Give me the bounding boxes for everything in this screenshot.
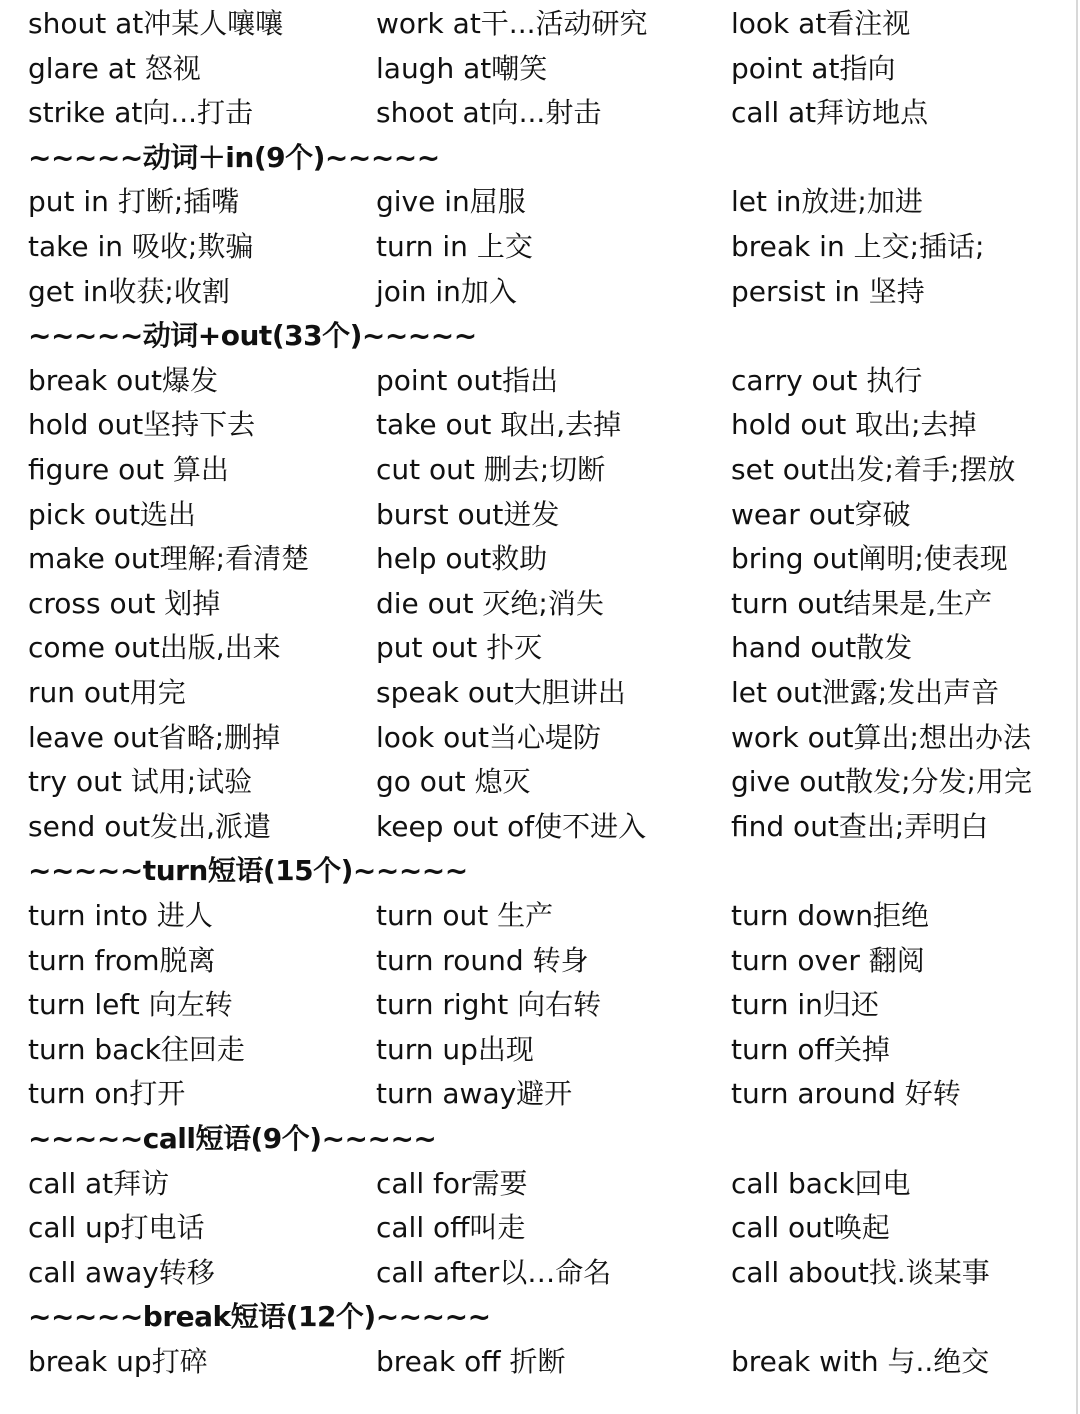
phrase-entry: take in 吸收;欺骗: [28, 230, 254, 263]
phrase-row: [0, 894, 1080, 938]
phrase-entry: cross out 划掉: [28, 586, 221, 620]
phrase-row: [0, 2, 1080, 46]
phrase-entry: turn around 好转: [731, 1077, 961, 1111]
phrase-row: [0, 805, 1080, 849]
phrase-entry: laugh at嘲笑: [376, 51, 548, 85]
phrase-entry: turn from脱离: [28, 943, 216, 977]
phrase-entry: strike at向...打击: [28, 96, 254, 130]
phrase-entry: call at拜访: [28, 1166, 170, 1200]
phrase-entry: break up打碎: [28, 1345, 208, 1378]
phrase-entry: hand out散发: [731, 631, 913, 665]
section-heading: [0, 849, 1080, 893]
phrase-entry: call off叫走: [376, 1211, 526, 1245]
phrase-entry: turn down拒绝: [731, 899, 929, 932]
phrase-entry: put in 打断;插嘴: [28, 185, 240, 219]
phrase-entry: give out散发;分发;用完: [731, 765, 1032, 799]
phrase-entry: turn left 向左转: [28, 988, 233, 1022]
phrase-entry: cut out 删去;切断: [376, 453, 606, 486]
phrase-entry: turn out 生产: [376, 899, 554, 932]
phrase-row: [0, 1251, 1080, 1295]
phrase-entry: turn over 翻阅: [731, 943, 925, 977]
phrase-entry: call up打电话: [28, 1211, 205, 1245]
phrase-row: [0, 537, 1080, 581]
phrase-entry: take out 取出,去掉: [376, 408, 622, 442]
phrase-row: [0, 626, 1080, 670]
phrase-entry: turn back往回走: [28, 1032, 245, 1066]
phrase-entry: carry out 执行: [731, 363, 923, 397]
section-heading: [0, 136, 1080, 180]
phrase-entry: turn on打开: [28, 1077, 186, 1111]
phrase-row: [0, 359, 1080, 403]
phrase-row: [0, 180, 1080, 224]
section-heading-text: ~~~~~动词+out(33个)~~~~~: [28, 319, 477, 353]
phrase-entry: send out发出,派遣: [28, 809, 271, 843]
phrase-entry: let out泄露;发出声音: [731, 676, 1000, 709]
phrase-entry: break off 折断: [376, 1345, 566, 1378]
section-heading-text: ~~~~~动词＋in(9个)~~~~~: [28, 140, 440, 174]
phrase-entry: bring out阐明;使表现: [731, 542, 1008, 576]
phrase-entry: turn in 上交: [376, 230, 533, 263]
phrase-row: [0, 760, 1080, 804]
phrase-entry: come out出版,出来: [28, 631, 281, 665]
section-heading: [0, 1295, 1080, 1339]
phrase-row: [0, 493, 1080, 537]
phrase-entry: set out出发;着手;摆放: [731, 453, 1016, 486]
phrase-row: [0, 1072, 1080, 1116]
phrase-entry: call after以…命名: [376, 1255, 612, 1289]
phrase-row: [0, 671, 1080, 715]
phrase-entry: go out 熄灭: [376, 765, 531, 799]
phrase-row: [0, 91, 1080, 135]
phrase-entry: work out算出;想出办法: [731, 720, 1031, 754]
section-heading-text: ~~~~~break短语(12个)~~~~~: [28, 1300, 491, 1334]
phrase-entry: find out查出;弄明白: [731, 809, 989, 843]
phrase-entry: help out救助: [376, 542, 548, 576]
phrase-entry: call at拜访地点: [731, 96, 929, 130]
phrase-entry: turn into 进人: [28, 899, 213, 932]
phrase-entry: keep out of使不进入: [376, 809, 647, 843]
phrase-entry: point out指出: [376, 363, 559, 397]
phrase-entry: call out唤起: [731, 1211, 890, 1245]
phrase-entry: run out用完: [28, 676, 186, 709]
phrase-row: [0, 448, 1080, 492]
phrase-entry: break with 与..绝交: [731, 1345, 990, 1378]
phrase-entry: persist in 坚持: [731, 274, 925, 308]
phrase-entry: make out理解;看清楚: [28, 542, 310, 576]
phrase-entry: shout at冲某人嚷嚷: [28, 7, 284, 40]
phrase-entry: turn off关掉: [731, 1032, 890, 1066]
phrase-row: [0, 47, 1080, 91]
phrase-entry: die out 灭绝;消失: [376, 586, 604, 620]
phrase-entry: give in屈服: [376, 185, 526, 219]
phrase-entry: turn round 转身: [376, 943, 589, 977]
phrase-entry: work at干...活动研究: [376, 7, 648, 40]
section-heading-text: ~~~~~call短语(9个)~~~~~: [28, 1122, 437, 1155]
phrase-entry: call for需要: [376, 1166, 528, 1200]
section-heading: [0, 1117, 1080, 1161]
phrase-entry: put out 扑灭: [376, 631, 543, 665]
phrase-entry: call away转移: [28, 1255, 215, 1289]
phrase-entry: burst out迸发: [376, 497, 560, 531]
phrase-entry: point at指向: [731, 51, 896, 85]
phrase-entry: wear out穿破: [731, 497, 911, 531]
phrase-row: [0, 983, 1080, 1027]
phrase-entry: speak out大胆讲出: [376, 676, 626, 709]
phrase-row: [0, 270, 1080, 314]
phrase-row: [0, 716, 1080, 760]
phrase-entry: call about找.谈某事: [731, 1255, 990, 1289]
phrase-row: [0, 582, 1080, 626]
phrase-entry: turn in归还: [731, 988, 879, 1022]
phrase-entry: break in 上交;插话;: [731, 230, 985, 263]
phrase-entry: leave out省略;删掉: [28, 720, 281, 754]
phrase-entry: hold out坚持下去: [28, 408, 256, 442]
phrase-entry: turn away避开: [376, 1077, 573, 1111]
phrase-row: [0, 225, 1080, 269]
phrase-row: [0, 1028, 1080, 1072]
section-heading: [0, 314, 1080, 358]
phrase-entry: try out 试用;试验: [28, 765, 253, 799]
phrase-entry: let in放进;加进: [731, 185, 923, 219]
phrase-entry: break out爆发: [28, 363, 219, 397]
section-heading-text: ~~~~~turn短语(15个)~~~~~: [28, 854, 468, 888]
phrase-entry: call back回电: [731, 1166, 911, 1200]
phrase-entry: turn right 向右转: [376, 988, 602, 1022]
phrase-entry: turn out结果是,生产: [731, 586, 993, 620]
phrase-entry: look out当心堤防: [376, 720, 602, 754]
phrase-entry: join in加入: [376, 274, 517, 308]
phrase-entry: figure out 算出: [28, 453, 229, 486]
phrase-entry: shoot at向...射击: [376, 96, 602, 130]
phrase-entry: turn up出现: [376, 1032, 534, 1066]
phrase-entry: look at看注视: [731, 7, 911, 40]
phrase-row: [0, 403, 1080, 447]
phrase-row: [0, 1162, 1080, 1206]
phrase-entry: hold out 取出;去掉: [731, 408, 977, 442]
phrase-row: [0, 1206, 1080, 1250]
phrase-entry: glare at 怒视: [28, 51, 201, 85]
phrase-row: [0, 1340, 1080, 1384]
phrase-entry: get in收获;收割: [28, 274, 230, 308]
phrase-entry: pick out选出: [28, 497, 196, 531]
phrase-row: [0, 939, 1080, 983]
